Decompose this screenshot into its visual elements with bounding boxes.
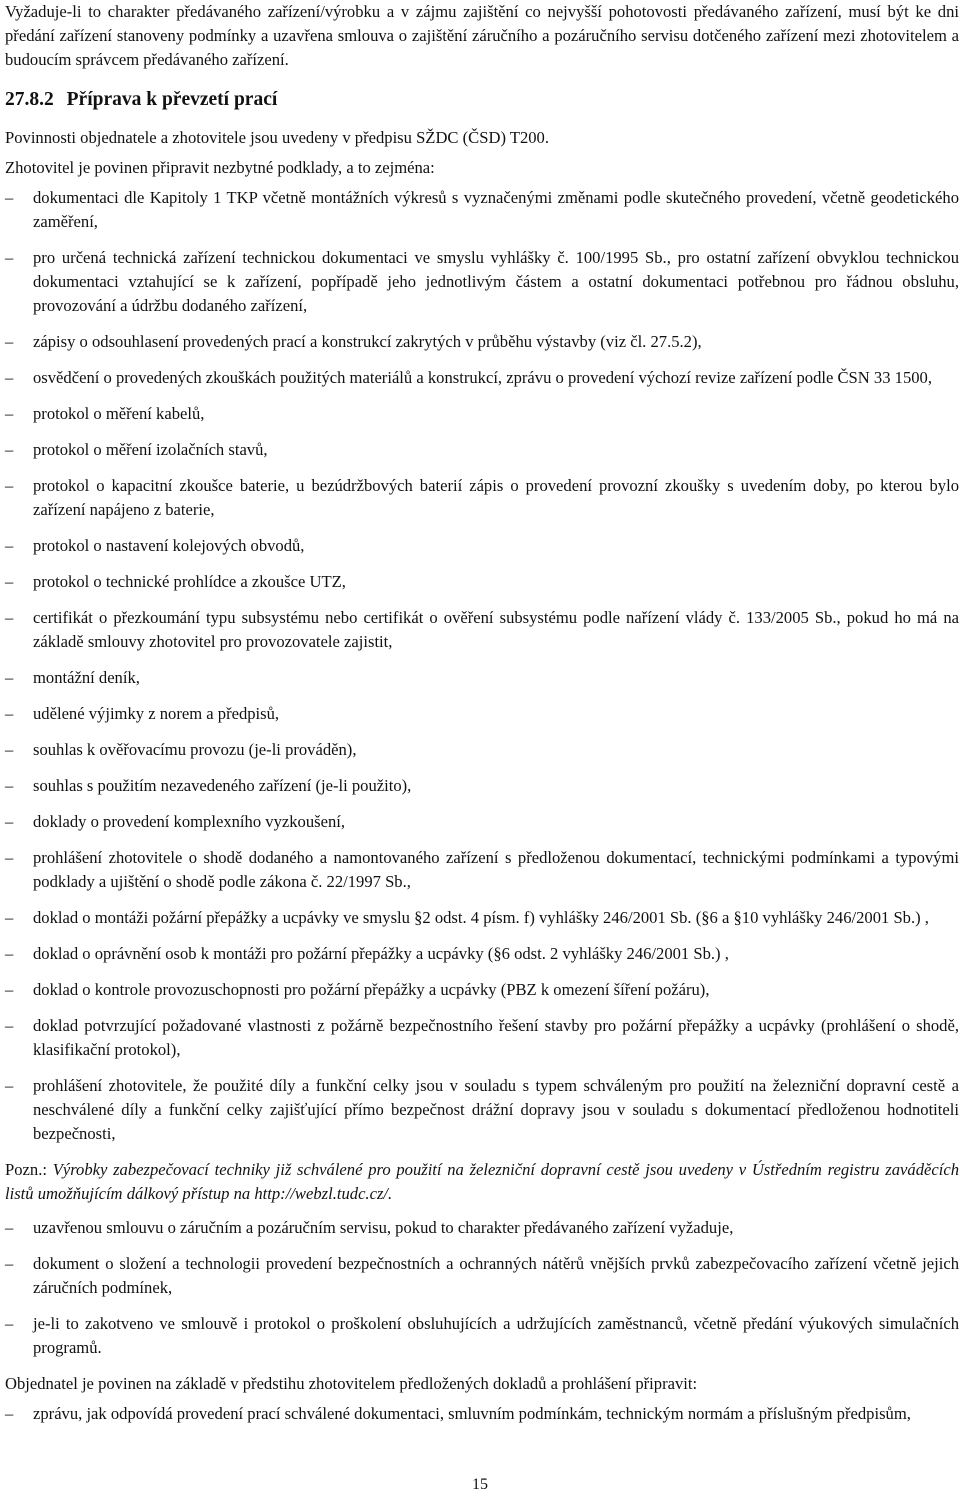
document-page bbox=[5, 0, 959, 1438]
list-item: – doklad o montáži požární přepážky a ucpávky ve smyslu §2 odst. 4 písm. f) vyhlášky 246/2001 Sb. (§6 a §10 vyhlášky 246/2001 Sb.) , bbox=[5, 906, 959, 930]
list-item: – protokol o nastavení kolejových obvodů, bbox=[5, 534, 959, 558]
page-number: 15 bbox=[472, 1476, 488, 1493]
note-lead: Pozn.: bbox=[5, 1160, 47, 1179]
list-item: – udělené výjimky z norem a předpisů, bbox=[5, 702, 959, 726]
list-item: – protokol o technické prohlídce a zkoušce UTZ, bbox=[5, 570, 959, 594]
client-documents-list bbox=[5, 1402, 959, 1426]
list-item: – uzavřenou smlouvu o záručním a pozáručním servisu, pokud to charakter předávaného zařízení vyžaduje, bbox=[5, 1216, 959, 1240]
list-item: – doklad potvrzující požadované vlastnosti z požárně bezpečnostního řešení stavby pro požární přepážky a ucpávky (prohlášení o shodě, klasifikační protokol), bbox=[5, 1014, 959, 1062]
list-item: – zprávu, jak odpovídá provedení prací schválené dokumentaci, smluvním podmínkám, technickým normám a příslušným předpisům, bbox=[5, 1402, 959, 1426]
note-text: Výrobky zabezpečovací techniky již schválené pro použití na železniční dopravní cestě jsou uvedeny v Ústředním registru zaváděcích listů umožňujícím dálkový přístup na http://webzl.tudc.cz/. bbox=[5, 1160, 959, 1203]
contractor-documents-list-continued bbox=[5, 1216, 959, 1360]
obligations-paragraph: Povinnosti objednatele a zhotovitele jsou uvedeny v předpisu SŽDC (ČSD) T200. bbox=[5, 128, 549, 147]
list-item: – souhlas k ověřovacímu provozu (je-li prováděn), bbox=[5, 738, 959, 762]
section-heading bbox=[5, 86, 959, 114]
list-item: – doklad o oprávnění osob k montáži pro požární přepážky a ucpávky (§6 odst. 2 vyhlášky 246/2001 Sb.) , bbox=[5, 942, 959, 966]
list-item: – certifikát o přezkoumání typu subsystému nebo certifikát o ověření subsystému podle nařízení vlády č. 133/2005 Sb., pokud ho má na základě smlouvy zhotovitel pro provozovatele zajistit, bbox=[5, 606, 959, 654]
section-number: 27.8.2 bbox=[5, 89, 54, 110]
intro-paragraph: Vyžaduje-li to charakter předávaného zařízení/výrobku a v zájmu zajištění co nejvyšší pohotovosti předávaného zařízení, musí být ke dni předání zařízení stanoveny podmínky a uzavřena smlouva o zajištění záručního a pozáručního servisu dotčeného zařízení mezi zhotovitelem a budoucím správcem předávaného zařízení. bbox=[5, 2, 959, 69]
list-item: – prohlášení zhotovitele o shodě dodaného a namontovaného zařízení s předloženou dokumentací, technickými podmínkami a typovými podklady a ujištění o shodě podle zákona č. 22/1997 Sb., bbox=[5, 846, 959, 894]
list-item: – zápisy o odsouhlasení provedených prací a konstrukcí zakrytých v průběhu výstavby (viz čl. 27.5.2), bbox=[5, 330, 959, 354]
list-item: – prohlášení zhotovitele, že použité díly a funkční celky jsou v souladu s typem schváleným pro použití na železniční dopravní cestě a neschválené díly a funkční celky zajišťující přímo bezpečnost drážní dopravy jsou v souladu s dokumentací předloženou hodnotiteli bezpečnosti, bbox=[5, 1074, 959, 1146]
contractor-paragraph: Zhotovitel je povinen připravit nezbytné podklady, a to zejména: bbox=[5, 158, 435, 177]
section-title: Příprava k převzetí prací bbox=[66, 89, 278, 110]
list-item: – doklad o kontrole provozuschopnosti pro požární přepážky a ucpávky (PBZ k omezení šíření požáru), bbox=[5, 978, 959, 1002]
list-item: – dokumentaci dle Kapitoly 1 TKP včetně montážních výkresů s vyznačenými změnami podle skutečného provedení, včetně geodetického zaměření, bbox=[5, 186, 959, 234]
list-item: – protokol o měření kabelů, bbox=[5, 402, 959, 426]
list-item: – protokol o kapacitní zkoušce baterie, u bezúdržbových baterií zápis o provedení provozní zkoušky s uvedením doby, po kterou bylo zařízení napájeno z baterie, bbox=[5, 474, 959, 522]
list-item: – je-li to zakotveno ve smlouvě i protokol o proškolení obsluhujících a udržujících zaměstnanců, včetně předání výukových simulačních programů. bbox=[5, 1312, 959, 1360]
list-item: – dokument o složení a technologii provedení bezpečnostních a ochranných nátěrů vnějších prvků zabezpečovacího zařízení včetně jejich záručních podmínek, bbox=[5, 1252, 959, 1300]
client-paragraph: Objednatel je povinen na základě v předstihu zhotovitelem předložených dokladů a prohlášení připravit: bbox=[5, 1374, 698, 1393]
list-item: – montážní deník, bbox=[5, 666, 959, 690]
list-item: – doklady o provedení komplexního vyzkoušení, bbox=[5, 810, 959, 834]
contractor-documents-list bbox=[5, 186, 959, 1146]
list-item: – protokol o měření izolačních stavů, bbox=[5, 438, 959, 462]
list-item: – pro určená technická zařízení technickou dokumentaci ve smyslu vyhlášky č. 100/1995 Sb., pro ostatní zařízení obvyklou technickou dokumentaci vztahující se k zařízení, popřípadě jeho jednotlivým částem a ostatní dokumentaci potřebnou pro řádnou obsluhu, provozování a údržbu dodaného zařízení, bbox=[5, 246, 959, 318]
note-paragraph bbox=[5, 1158, 959, 1206]
list-item: – souhlas s použitím nezavedeného zařízení (je-li použito), bbox=[5, 774, 959, 798]
list-item: – osvědčení o provedených zkouškách použitých materiálů a konstrukcí, zprávu o provedení výchozí revize zařízení podle ČSN 33 1500, bbox=[5, 366, 959, 390]
